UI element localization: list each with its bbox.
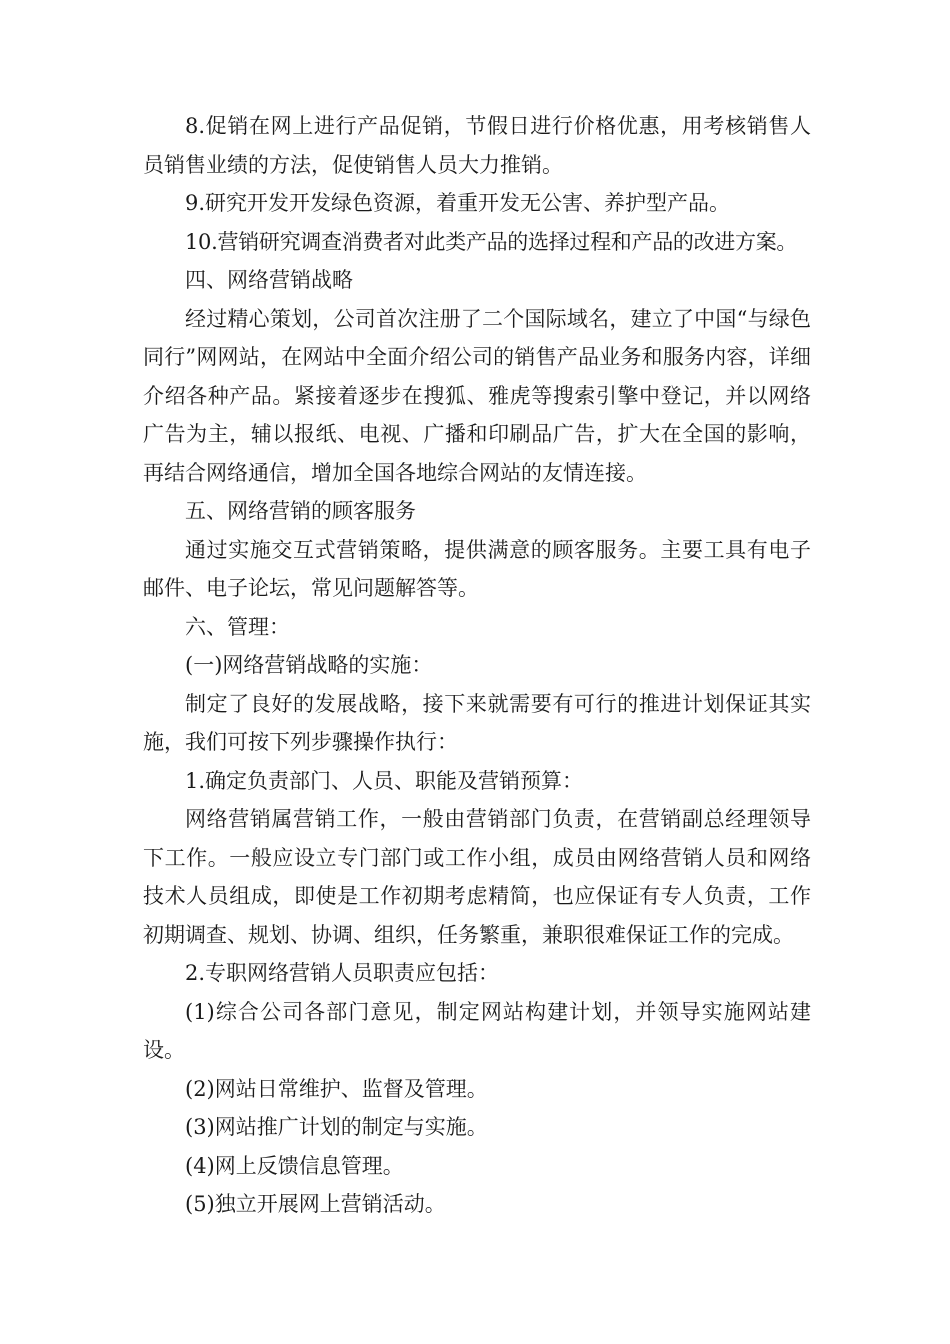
heading-customer-service: 五、网络营销的顾客服务 — [185, 499, 416, 523]
subheading-strategy-implementation: (一)网络营销战略的实施： — [185, 653, 433, 677]
paragraph-promotion: 8.促销在网上进行产品促销，节假日进行价格优惠，用考核销售人员销售业绩的方法，促使销售人员大力推销。 — [143, 114, 811, 177]
document-body — [143, 107, 811, 1224]
paragraph-strategy-details: 经过精心策划，公司首次注册了二个国际域名，建立了中国“与绿色同行”网网站，在网站中全面介绍公司的销售产品业务和服务内容，详细介绍各种产品。紧接着逐步在搜狐、雅虎等搜索引擎中登记，并以网络广告为主，辅以报纸、电视、广播和印刷品广告，扩大在全国的影响，再结合网络通信，增加全国各地综合网站的友情连接。 — [143, 306, 811, 485]
paragraph-research-development: 9.研究开发开发绿色资源，着重开发无公害、养护型产品。 — [185, 191, 731, 215]
heading-network-marketing-strategy: 四、网络营销战略 — [185, 268, 353, 292]
list-item-duty-3: (3)网站推广计划的制定与实施。 — [185, 1115, 488, 1139]
paragraph-customer-service: 通过实施交互式营销策略，提供满意的顾客服务。主要工具有电子邮件、电子论坛，常见问题解答等。 — [143, 537, 811, 600]
subheading-department-budget: 1.确定负责部门、人员、职能及营销预算： — [185, 768, 584, 793]
list-item-duty-4: (4)网上反馈信息管理。 — [185, 1153, 404, 1178]
paragraph-implementation-plan: 制定了良好的发展战略，接下来就需要有可行的推进计划保证其实施，我们可按下列步骤操作执行： — [143, 691, 811, 754]
list-item-duty-5: (5)独立开展网上营销活动。 — [185, 1192, 446, 1216]
heading-management: 六、管理： — [185, 614, 290, 639]
subheading-staff-duties: 2.专职网络营销人员职责应包括： — [185, 961, 500, 985]
paragraph-marketing-research: 10.营销研究调查消费者对此类产品的选择过程和产品的改进方案。 — [185, 229, 798, 254]
list-item-duty-2: (2)网站日常维护、监督及管理。 — [185, 1076, 488, 1101]
paragraph-department-responsibility: 网络营销属营销工作，一般由营销部门负责，在营销副总经理领导下工作。一般应设立专门部门或工作小组，成员由网络营销人员和网络技术人员组成，即使是工作初期考虑精简，也应保证有专人负责，工作初期调查、规划、协调、组织，任务繁重，兼职很难保证工作的完成。 — [143, 807, 811, 947]
list-item-duty-1: (1)综合公司各部门意见，制定网站构建计划，并领导实施网站建设。 — [143, 999, 811, 1062]
